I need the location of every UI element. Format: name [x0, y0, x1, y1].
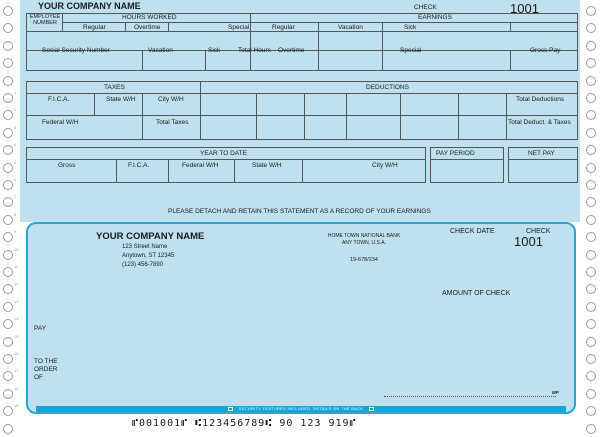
tax-state-wh: State W/H [106, 96, 136, 103]
tractor-hole [3, 6, 13, 16]
earnings-regular: Regular [272, 24, 295, 31]
micr-line: ⑈001001⑈ ⑆123456789⑆ 90 123 919⑈ [132, 418, 357, 429]
hours-sick: Sick [208, 47, 221, 54]
hours-regular: Regular [83, 24, 106, 31]
gross-pay-label: Gross Pay [530, 47, 561, 54]
right-tractor-strip [580, 0, 600, 437]
margin-number: 9 [14, 229, 17, 235]
tractor-hole [3, 197, 13, 207]
margin-number: 16 [14, 351, 19, 356]
total-deductions-label: Total Deductions [516, 96, 565, 103]
pay-stub [20, 0, 580, 222]
earnings-header: EARNINGS [418, 14, 452, 21]
total-taxes-label: Total Taxes [156, 119, 189, 126]
check-phone: (123) 456-7890 [122, 262, 164, 268]
tractor-hole [3, 76, 13, 86]
earnings-special: Special [400, 47, 422, 54]
earnings-sick: Sick [404, 24, 417, 31]
order-label: ORDER [34, 366, 58, 373]
bank-name: HOME TOWN NATIONAL BANK [327, 233, 401, 239]
stub-check-number: 1001 [510, 1, 539, 16]
check-address-line1: 123 Street Name [122, 244, 168, 250]
check-date-label: CHECK DATE [450, 228, 495, 235]
hours-vacation: Vacation [148, 47, 173, 54]
tractor-hole [586, 406, 596, 416]
tractor-hole [586, 215, 596, 225]
of-label: OF [34, 374, 44, 381]
net-pay-label: NET PAY [528, 150, 555, 157]
tractor-hole [586, 145, 596, 155]
tractor-hole [3, 110, 13, 120]
tax-fica: F.I.C.A. [48, 96, 70, 103]
total-deduct-taxes-label: Total Deduct. & Taxes [508, 119, 571, 126]
tractor-hole [586, 337, 596, 347]
tractor-hole [586, 93, 596, 103]
ssn-label: Social Security Number [42, 47, 110, 54]
tractor-hole [586, 110, 596, 120]
total-hours-label: Total Hours [238, 47, 271, 54]
tractor-hole [586, 232, 596, 242]
ytd-state-wh: State W/H [252, 162, 282, 169]
tractor-hole [3, 41, 13, 51]
tractor-hole [586, 23, 596, 33]
tractor-hole [586, 250, 596, 260]
earnings-vacation: Vacation [338, 24, 363, 31]
tractor-hole [3, 354, 13, 364]
earnings-overtime: Overtime [278, 47, 305, 54]
margin-number: 7 [14, 194, 17, 200]
margin-number: 8 [14, 211, 17, 217]
margin-number: 13 [14, 298, 19, 304]
margin-number: 2 [14, 107, 17, 113]
employee-number-label: EMPLOYEE NUMBER [29, 14, 61, 26]
ytd-gross: Gross [58, 162, 76, 169]
hours-overtime: Overtime [134, 24, 161, 31]
check-face [26, 222, 576, 414]
tractor-hole [586, 267, 596, 277]
tractor-hole [3, 128, 13, 138]
taxes-header: TAXES [104, 84, 125, 91]
tractor-hole [586, 389, 596, 399]
check-company-name: YOUR COMPANY NAME [96, 231, 205, 242]
tractor-hole [586, 371, 596, 381]
margin-number: 11 [14, 264, 19, 269]
left-tractor-strip [0, 0, 20, 437]
tractor-hole [586, 354, 596, 364]
tractor-hole [3, 93, 13, 103]
ytd-city-wh: City W/H [372, 162, 398, 169]
check-address-line2: Anytown, ST 12345 [122, 253, 175, 259]
margin-number: 14 [14, 316, 19, 322]
tractor-hole [586, 163, 596, 173]
pay-label: PAY [34, 325, 47, 332]
ytd-fica: F.I.C.A. [128, 162, 150, 169]
pay-period-label: PAY PERIOD [436, 150, 475, 157]
security-notice: SECURITY FEATURES INCLUDED. DETAILS ON THE BACK [238, 406, 364, 411]
stub-check-label: CHECK [414, 4, 437, 11]
lock-icon [228, 407, 233, 411]
tax-federal-wh: Federal W/H [42, 119, 79, 126]
tractor-hole [3, 232, 13, 242]
tractor-hole [586, 302, 596, 312]
margin-number: 1 [14, 90, 17, 95]
tax-city-wh: City W/H [158, 96, 184, 103]
tractor-hole [3, 163, 13, 173]
tractor-hole [3, 337, 13, 347]
tractor-hole [3, 406, 13, 416]
tractor-hole [3, 424, 13, 434]
tractor-hole [3, 284, 13, 294]
deductions-header: DEDUCTIONS [366, 84, 409, 91]
tractor-hole [586, 424, 596, 434]
tractor-hole [586, 58, 596, 68]
lock-icon-right [369, 407, 374, 411]
bank-city: ANY TOWN, U.S.A. [342, 240, 386, 246]
margin-number: 6 [14, 177, 17, 182]
stub-company-name: YOUR COMPANY NAME [38, 1, 141, 11]
tractor-hole [3, 371, 13, 381]
tractor-hole [3, 145, 13, 155]
tractor-hole [3, 319, 13, 329]
routing-fraction: 19-678/234 [350, 257, 378, 263]
tractor-hole [3, 180, 13, 190]
tractor-hole [3, 58, 13, 68]
ytd-federal-wh: Federal W/H [182, 162, 219, 169]
margin-number: 17 [14, 368, 19, 374]
margin-number: 5 [14, 159, 17, 165]
amount-of-check-label: AMOUNT OF CHECK [442, 290, 511, 297]
tractor-hole [586, 197, 596, 207]
tractor-hole [3, 23, 13, 33]
check-bottom-band [36, 406, 566, 412]
tractor-hole [3, 389, 13, 399]
margin-number: 3 [14, 124, 17, 130]
tractor-hole [586, 6, 596, 16]
tractor-hole [3, 267, 13, 277]
tractor-hole [586, 41, 596, 51]
margin-number: 4 [14, 142, 17, 148]
margin-number: 12 [14, 281, 19, 287]
hours-worked-header: HOURS WORKED [122, 14, 177, 21]
signature-line [384, 396, 556, 397]
mp-mark: MP [552, 390, 559, 395]
margin-number: 18 [14, 385, 19, 391]
margin-number: 19 [14, 403, 19, 409]
tractor-hole [586, 128, 596, 138]
tractor-hole [586, 319, 596, 329]
margin-number: 10 [14, 246, 19, 252]
margin-number: 15 [14, 333, 19, 339]
detach-notice: PLEASE DETACH AND RETAIN THIS STATEMENT AS A RECORD OF YOUR EARNINGS [168, 208, 431, 215]
hours-special: Special [228, 24, 250, 31]
tractor-hole [3, 215, 13, 225]
tractor-hole [586, 180, 596, 190]
tractor-hole [586, 284, 596, 294]
tractor-hole [3, 250, 13, 260]
tractor-hole [586, 76, 596, 86]
ytd-header: YEAR TO DATE [200, 150, 247, 157]
to-the-label: TO THE [34, 358, 58, 365]
tractor-hole [3, 302, 13, 312]
check-face-number: 1001 [514, 234, 543, 249]
check-face-check-label: CHECK [526, 228, 551, 235]
